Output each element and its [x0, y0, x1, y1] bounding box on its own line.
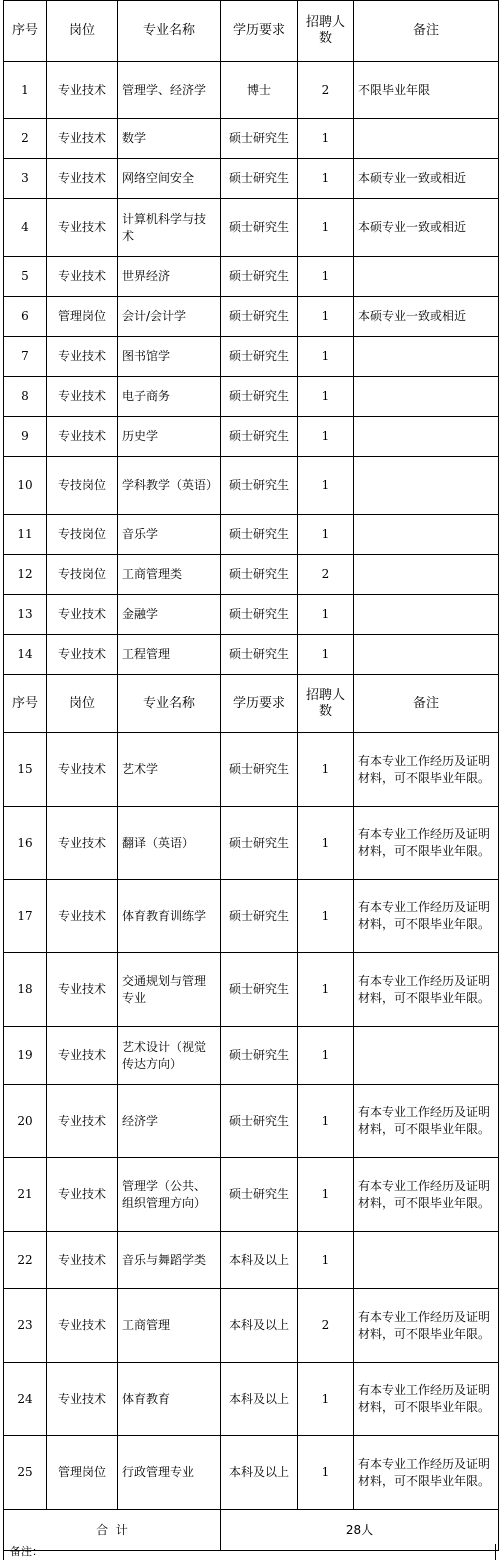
cell-major: 管理学（公共、组织管理方向） [118, 1158, 221, 1232]
cell-major: 学科教学（英语） [118, 457, 221, 515]
header-post: 岗位 [47, 675, 118, 733]
table-row [4, 1232, 499, 1289]
cell-index: 15 [4, 733, 47, 807]
header-major: 专业名称 [118, 1, 221, 62]
table-row [4, 62, 499, 119]
cell-note [354, 515, 499, 555]
cell-count: 1 [298, 257, 354, 297]
cell-note [354, 635, 499, 675]
cell-post: 专业技术 [47, 417, 118, 457]
cell-post: 管理岗位 [47, 297, 118, 337]
cell-index: 7 [4, 337, 47, 377]
cell-education: 硕士研究生 [221, 377, 298, 417]
cell-count: 1 [298, 595, 354, 635]
cell-count: 1 [298, 1085, 354, 1158]
cell-major: 数学 [118, 119, 221, 159]
header-index: 序号 [4, 675, 47, 733]
cell-count: 1 [298, 417, 354, 457]
cell-count: 1 [298, 635, 354, 675]
cell-index: 24 [4, 1363, 47, 1436]
cell-count: 1 [298, 199, 354, 257]
cell-post: 专业技术 [47, 337, 118, 377]
table-row [4, 953, 499, 1027]
table-row [4, 515, 499, 555]
table-row [4, 880, 499, 953]
table-row [4, 337, 499, 377]
table-row [4, 555, 499, 595]
cell-education: 硕士研究生 [221, 159, 298, 199]
cell-major: 计算机科学与技术 [118, 199, 221, 257]
cell-education: 硕士研究生 [221, 595, 298, 635]
cell-index: 17 [4, 880, 47, 953]
table-row [4, 119, 499, 159]
cell-note [354, 457, 499, 515]
cell-count: 1 [298, 515, 354, 555]
cell-index: 3 [4, 159, 47, 199]
cell-count: 1 [298, 159, 354, 199]
cell-index: 2 [4, 119, 47, 159]
cell-education: 硕士研究生 [221, 555, 298, 595]
cell-major: 工商管理 [118, 1289, 221, 1363]
table-row [4, 199, 499, 257]
cell-index: 22 [4, 1232, 47, 1289]
cell-index: 23 [4, 1289, 47, 1363]
cell-index: 1 [4, 62, 47, 119]
header-note: 备注 [354, 1, 499, 62]
cell-post: 专技岗位 [47, 555, 118, 595]
cell-count: 2 [298, 555, 354, 595]
table-row [4, 1436, 499, 1510]
header-count: 招聘人数 [298, 1, 354, 62]
cell-post: 专业技术 [47, 1085, 118, 1158]
cell-education: 硕士研究生 [221, 807, 298, 880]
cell-major: 管理学、经济学 [118, 62, 221, 119]
cell-education: 硕士研究生 [221, 515, 298, 555]
header-education: 学历要求 [221, 675, 298, 733]
cell-post: 专业技术 [47, 159, 118, 199]
cell-note: 有本专业工作经历及证明材料，可不限毕业年限。 [354, 807, 499, 880]
cell-note [354, 377, 499, 417]
cell-major: 历史学 [118, 417, 221, 457]
table-row [4, 377, 499, 417]
cell-index: 6 [4, 297, 47, 337]
cell-count: 1 [298, 377, 354, 417]
cell-index: 10 [4, 457, 47, 515]
cell-note: 有本专业工作经历及证明材料，可不限毕业年限。 [354, 1289, 499, 1363]
cell-index: 25 [4, 1436, 47, 1510]
cell-education: 硕士研究生 [221, 1027, 298, 1085]
cell-index: 20 [4, 1085, 47, 1158]
cell-major: 艺术学 [118, 733, 221, 807]
header-education: 学历要求 [221, 1, 298, 62]
cell-count: 1 [298, 1158, 354, 1232]
cell-post: 专业技术 [47, 1289, 118, 1363]
cell-note: 有本专业工作经历及证明材料，可不限毕业年限。 [354, 880, 499, 953]
cell-education: 硕士研究生 [221, 457, 298, 515]
cell-index: 18 [4, 953, 47, 1027]
cell-count: 1 [298, 1027, 354, 1085]
cell-post: 专业技术 [47, 199, 118, 257]
cell-count: 2 [298, 62, 354, 119]
cell-post: 专业技术 [47, 635, 118, 675]
cell-major: 电子商务 [118, 377, 221, 417]
cell-education: 硕士研究生 [221, 733, 298, 807]
cell-count: 1 [298, 953, 354, 1027]
footer-note: 备注： [3, 1544, 496, 1560]
header-index: 序号 [4, 1, 47, 62]
cell-index: 8 [4, 377, 47, 417]
cell-post: 专业技术 [47, 595, 118, 635]
cell-post: 专业技术 [47, 1158, 118, 1232]
cell-post: 专技岗位 [47, 515, 118, 555]
cell-count: 1 [298, 119, 354, 159]
cell-post: 专业技术 [47, 119, 118, 159]
cell-major: 体育教育 [118, 1363, 221, 1436]
cell-post: 专业技术 [47, 807, 118, 880]
cell-index: 4 [4, 199, 47, 257]
cell-note [354, 595, 499, 635]
cell-post: 专业技术 [47, 1232, 118, 1289]
cell-count: 1 [298, 1436, 354, 1510]
recruitment-table [3, 0, 499, 1551]
table-row [4, 1085, 499, 1158]
cell-index: 12 [4, 555, 47, 595]
header-major: 专业名称 [118, 675, 221, 733]
cell-education: 本科及以上 [221, 1363, 298, 1436]
cell-major: 翻译（英语） [118, 807, 221, 880]
cell-index: 16 [4, 807, 47, 880]
cell-index: 5 [4, 257, 47, 297]
cell-note [354, 337, 499, 377]
cell-education: 硕士研究生 [221, 635, 298, 675]
cell-major: 音乐学 [118, 515, 221, 555]
cell-note: 有本专业工作经历及证明材料，可不限毕业年限。 [354, 953, 499, 1027]
cell-note: 本硕专业一致或相近 [354, 297, 499, 337]
table-row [4, 297, 499, 337]
cell-major: 音乐与舞蹈学类 [118, 1232, 221, 1289]
cell-major: 会计/会计学 [118, 297, 221, 337]
header-count: 招聘人数 [298, 675, 354, 733]
header-post: 岗位 [47, 1, 118, 62]
table-row [4, 807, 499, 880]
cell-note [354, 555, 499, 595]
cell-post: 专业技术 [47, 62, 118, 119]
cell-note: 本硕专业一致或相近 [354, 159, 499, 199]
cell-post: 专业技术 [47, 1363, 118, 1436]
cell-note [354, 119, 499, 159]
cell-post: 专业技术 [47, 377, 118, 417]
cell-note [354, 257, 499, 297]
cell-major: 艺术设计（视觉传达方向） [118, 1027, 221, 1085]
cell-index: 13 [4, 595, 47, 635]
table-row [4, 1363, 499, 1436]
cell-major: 图书馆学 [118, 337, 221, 377]
table-row [4, 1158, 499, 1232]
cell-count: 1 [298, 1363, 354, 1436]
table-row [4, 1289, 499, 1363]
cell-education: 硕士研究生 [221, 1085, 298, 1158]
cell-major: 网络空间安全 [118, 159, 221, 199]
cell-note: 有本专业工作经历及证明材料，可不限毕业年限。 [354, 1363, 499, 1436]
cell-major: 世界经济 [118, 257, 221, 297]
cell-education: 硕士研究生 [221, 337, 298, 377]
cell-post: 专业技术 [47, 257, 118, 297]
cell-education: 硕士研究生 [221, 417, 298, 457]
cell-education: 博士 [221, 62, 298, 119]
cell-education: 本科及以上 [221, 1232, 298, 1289]
table-row [4, 635, 499, 675]
cell-education: 硕士研究生 [221, 257, 298, 297]
cell-index: 14 [4, 635, 47, 675]
cell-note: 有本专业工作经历及证明材料，可不限毕业年限。 [354, 733, 499, 807]
cell-note [354, 417, 499, 457]
cell-education: 硕士研究生 [221, 953, 298, 1027]
cell-count: 1 [298, 880, 354, 953]
cell-count: 1 [298, 297, 354, 337]
recruitment-table-body [4, 1, 499, 1551]
cell-index: 19 [4, 1027, 47, 1085]
cell-index: 21 [4, 1158, 47, 1232]
cell-index: 11 [4, 515, 47, 555]
table-row [4, 159, 499, 199]
cell-count: 1 [298, 1232, 354, 1289]
cell-education: 本科及以上 [221, 1289, 298, 1363]
cell-count: 2 [298, 1289, 354, 1363]
cell-post: 专业技术 [47, 880, 118, 953]
cell-major: 交通规划与管理专业 [118, 953, 221, 1027]
cell-education: 硕士研究生 [221, 880, 298, 953]
cell-major: 工商管理类 [118, 555, 221, 595]
header-row [4, 1, 499, 62]
total-value: 28人 [221, 1510, 499, 1551]
cell-note: 有本专业工作经历及证明材料，可不限毕业年限。 [354, 1436, 499, 1510]
cell-post: 专业技术 [47, 953, 118, 1027]
cell-count: 1 [298, 337, 354, 377]
cell-note: 不限毕业年限 [354, 62, 499, 119]
cell-count: 1 [298, 733, 354, 807]
cell-major: 经济学 [118, 1085, 221, 1158]
cell-count: 1 [298, 807, 354, 880]
cell-major: 行政管理专业 [118, 1436, 221, 1510]
cell-major: 体育教育训练学 [118, 880, 221, 953]
cell-note: 有本专业工作经历及证明材料，可不限毕业年限。 [354, 1085, 499, 1158]
cell-education: 硕士研究生 [221, 119, 298, 159]
header-row [4, 675, 499, 733]
cell-note: 本硕专业一致或相近 [354, 199, 499, 257]
total-label: 合 计 [4, 1510, 221, 1551]
cell-post: 专业技术 [47, 1027, 118, 1085]
cell-post: 管理岗位 [47, 1436, 118, 1510]
header-note: 备注 [354, 675, 499, 733]
table-row [4, 733, 499, 807]
cell-count: 1 [298, 457, 354, 515]
table-row [4, 595, 499, 635]
cell-post: 专业技术 [47, 733, 118, 807]
table-row [4, 1027, 499, 1085]
cell-note [354, 1232, 499, 1289]
cell-note: 有本专业工作经历及证明材料，可不限毕业年限。 [354, 1158, 499, 1232]
cell-note [354, 1027, 499, 1085]
cell-education: 硕士研究生 [221, 297, 298, 337]
cell-index: 9 [4, 417, 47, 457]
cell-major: 工程管理 [118, 635, 221, 675]
table-row [4, 457, 499, 515]
cell-education: 硕士研究生 [221, 199, 298, 257]
table-row [4, 417, 499, 457]
cell-education: 硕士研究生 [221, 1158, 298, 1232]
cell-major: 金融学 [118, 595, 221, 635]
cell-post: 专技岗位 [47, 457, 118, 515]
table-row [4, 257, 499, 297]
cell-education: 本科及以上 [221, 1436, 298, 1510]
